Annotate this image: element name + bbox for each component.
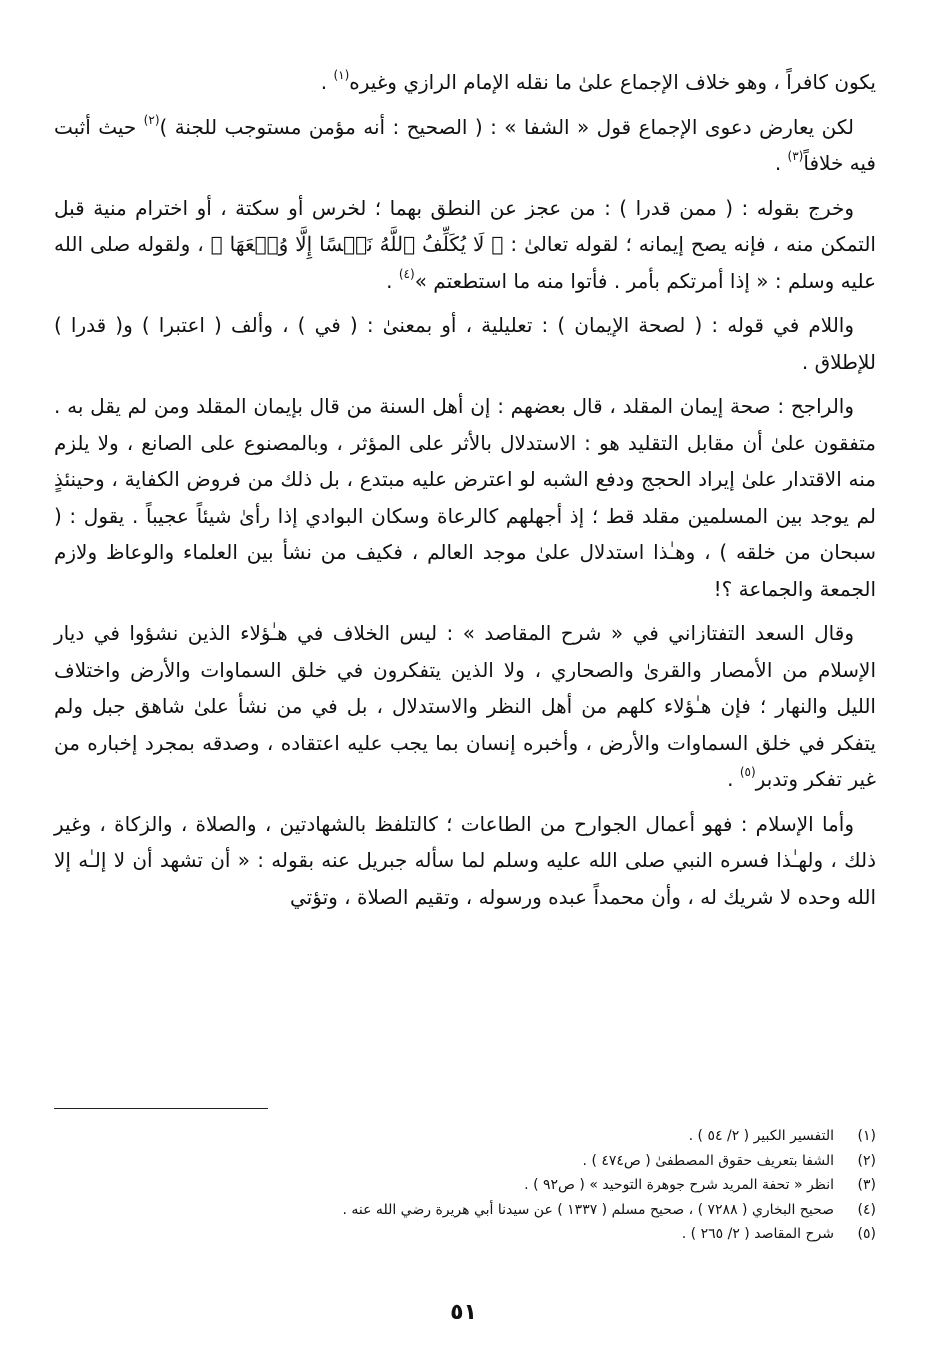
footnote-number: (٣) [857,1177,876,1193]
paragraph-tail: . [727,767,740,791]
paragraph-tail: . [774,151,788,175]
paragraph-tail: حيث أثبت فيه خلافاً [54,114,876,175]
footnote-ref-2[interactable]: (٢) [143,112,160,127]
paragraph-text: والراجح : صحة إيمان المقلد ، قال بعضهم : إن أهل السنة من قال بإيمان المقلد ومن لم يقل به . متفقون علىٰ أن مقابل التقليد هو : الاستدلال بالأثر على المؤثر ، وبالمصنوع على الصانع ، ولا يلزم منه الاقتدار علىٰ إيراد الحجج ودفع الشبه لو اعترض عليه مبتدع ، بل ذلك من فروض الكفاية ، وحينئذٍ لم يوجد بين المسلمين مقلد قط ؛ إذ أجهلهم كالرعاة وسكان البوادي إذا رأىٰ شيئاً عجيباً . يقول : ( سبحان من خلقه ) ، وهـٰذا استدلال علىٰ موجد العالم ، فكيف من نشأ بين العلماء والوعاظ ولازم الجمعة والجماعة ؟! [54,394,876,601]
paragraph-1 [54,64,876,101]
footnote-ref-4[interactable]: (٤) [398,266,415,281]
footnote-number: (١) [857,1128,876,1144]
footnote-ref-3[interactable]: (٣) [787,149,804,164]
paragraph-text: وقال السعد التفتازاني في « شرح المقاصد » : ليس الخلاف في هـٰؤلاء الذين نشؤوا في ديار الإسلام من الأمصار والقرىٰ والصحاري ، ولا الذين يتفكرون في خلق السماوات والأرض واختلاف الليل والنهار ؛ فإن هـٰؤلاء كلهم من أهل النظر والاستدلال ، بل في من نشأ علىٰ شاهق جبل ولم يتفكر في خلق السماوات والأرض ، وأخبره إنسان بما يجب عليه اعتقاده ، وصدقه بمجرد إخباره من غير تفكر وتدبر [54,621,876,791]
footnote-4 [54,1198,876,1223]
paragraph-tail: ، ولقوله صلى الله عليه وسلم : « إذا أمرتكم بأمر . فأتوا منه ما استطعتم » [54,232,876,293]
footnotes [54,1124,876,1247]
paragraph-tail: . [386,268,399,293]
paragraph-5 [54,388,876,607]
footnote-3 [54,1173,876,1198]
footnote-number: (٥) [857,1226,876,1242]
footnote-ref-1[interactable]: (١) [333,68,350,83]
footnote-text: الشفا بتعريف حقوق المصطفىٰ ( ص٤٧٤ ) . [582,1152,834,1169]
quran-verse: ﴿ لَا يُكَلِّفُ ٱللَّهُ نَفۡسًا إِلَّا وُسۡعَهَا ﴾ [210,232,504,256]
footnote-separator [54,1108,268,1109]
footnote-text: التفسير الكبير ( ٢/ ٥٤ ) . [688,1128,834,1144]
footnote-2 [54,1149,876,1174]
footnote-number: (٤) [857,1201,876,1218]
paragraph-6 [54,615,876,798]
footnote-1 [54,1124,876,1149]
footnote-text: شرح المقاصد ( ٢/ ٢٦٥ ) . [681,1226,834,1242]
paragraph-text: يكون كافراً ، وهو خلاف الإجماع علىٰ ما نقله الإمام الرازي وغيره [349,70,876,94]
footnote-text: صحيح البخاري ( ٧٢٨٨ ) ، صحيح مسلم ( ١٣٣٧ ) عن سيدنا أبي هريرة رضي الله عنه . [342,1201,834,1218]
paragraph-text: وخرج بقوله : ( ممن قدرا ) : من عجز عن النطق بهما ؛ لخرس أو سكتة ، أو اخترام منية قبل التمكن منه ، فإنه يصح إيمانه ؛ لقوله تعالىٰ : [54,195,876,256]
footnote-number: (٢) [857,1152,876,1169]
page-number: ٥١ [450,1300,477,1325]
paragraph-text: وأما الإسلام : فهو أعمال الجوارح من الطاعات ؛ كالتلفظ بالشهادتين ، والصلاة ، والزكاة ، وغير ذلك ، ولهـٰذا فسره النبي صلى الله عليه وسلم لما سأله جبريل عنه بقوله : « أن تشهد أن لا إلـٰه إلا الله وحده لا شريك له ، وأن محمداً عبده ورسوله ، وتقيم الصلاة ، وتؤتي [54,811,876,909]
paragraph-4 [54,307,876,380]
paragraph-text: واللام في قوله : ( لصحة الإيمان ) : تعليلية ، أو بمعنىٰ : ( في ) ، وألف ( اعتبرا ) و( قدرا ) للإطلاق . [54,313,876,374]
paragraph-text: لكن يعارض دعوى الإجماع قول « الشفا » : ( الصحيح : أنه مؤمن مستوجب للجنة ) [159,114,854,139]
paragraph-3 [54,190,876,300]
footnote-ref-5[interactable]: (٥) [739,765,756,780]
paragraph-2 [54,109,876,182]
paragraph-tail: . [320,70,334,94]
footnote-5 [54,1222,876,1247]
footnote-text: انظر « تحفة المريد شرح جوهرة التوحيد » ( ص٩٢ ) . [524,1177,834,1193]
paragraph-7 [54,806,876,916]
